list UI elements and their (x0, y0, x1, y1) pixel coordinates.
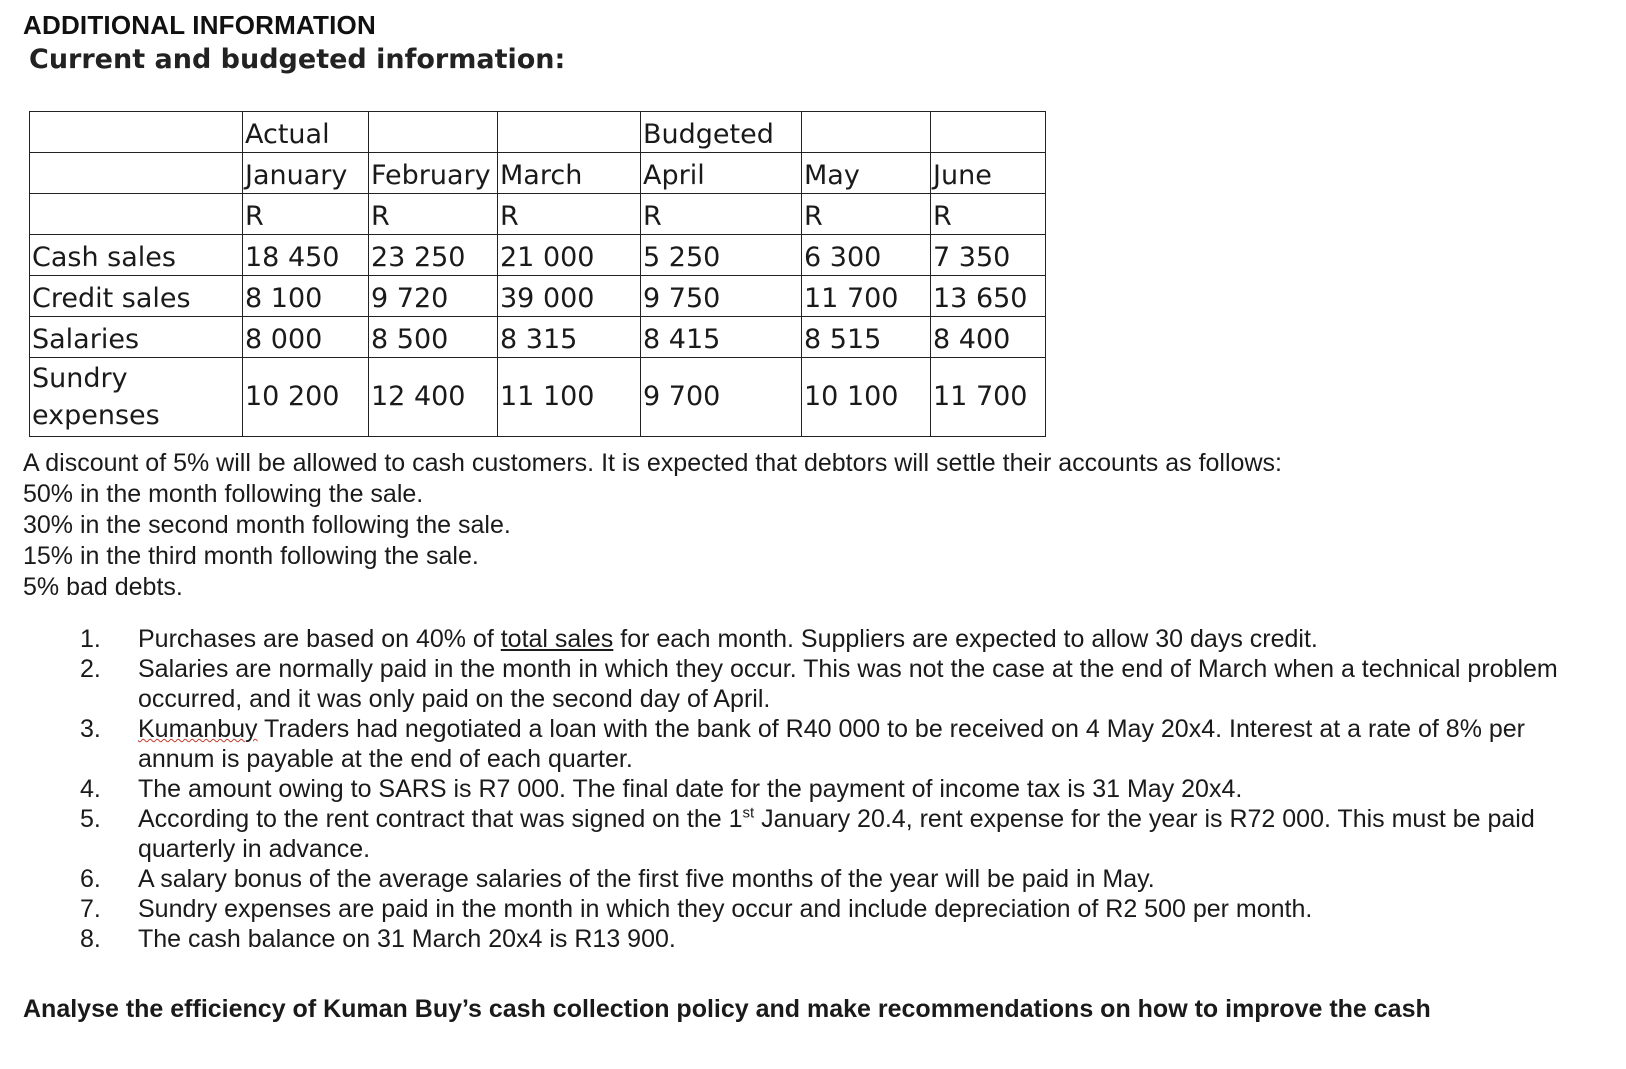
list-item (80, 894, 1560, 924)
table-cell (802, 112, 931, 153)
value-cell: 8 400 (931, 317, 1046, 358)
numbered-notes (80, 624, 1560, 954)
list-text: The cash balance on 31 March 20x4 is R13 900. (138, 925, 676, 953)
list-item (80, 804, 1560, 864)
value-cell: 11 700 (931, 358, 1046, 437)
value-cell: 10 200 (243, 358, 369, 437)
value-cell: 39 000 (498, 276, 641, 317)
value-cell: 8 415 (641, 317, 802, 358)
currency-cell: R (641, 194, 802, 235)
table-row (30, 153, 1046, 194)
value-cell: 23 250 (369, 235, 498, 276)
value-cell: 11 100 (498, 358, 641, 437)
value-cell: 9 750 (641, 276, 802, 317)
month-header: January (243, 153, 369, 194)
month-header: February (369, 153, 498, 194)
table-cell (498, 112, 641, 153)
paragraph: 15% in the third month following the sale. (23, 542, 479, 570)
text-run: According to the rent contract that was signed on the 1 (138, 805, 743, 833)
month-header: March (498, 153, 641, 194)
value-cell: 6 300 (802, 235, 931, 276)
value-cell: 8 100 (243, 276, 369, 317)
month-header: June (931, 153, 1046, 194)
currency-cell: R (498, 194, 641, 235)
list-number: 3. (80, 715, 101, 743)
table-row (30, 194, 1046, 235)
currency-cell: R (802, 194, 931, 235)
table-cell (30, 153, 243, 194)
text-run: Traders had negotiated a loan with the bank of R40 000 to be received on 4 May 20x4. Interest at a rate of 8% per annum is payable at the end of each quarter. (138, 715, 1525, 773)
row-label: Cash sales (30, 235, 243, 276)
list-text (138, 624, 1560, 654)
list-item (80, 714, 1560, 774)
month-header: April (641, 153, 802, 194)
month-header: May (802, 153, 931, 194)
table-row (30, 112, 1046, 153)
table-row (30, 235, 1046, 276)
header-actual: Actual (243, 112, 369, 153)
value-cell: 18 450 (243, 235, 369, 276)
list-text (138, 804, 1560, 864)
underlined-text: total sales (500, 625, 614, 653)
table-row (30, 276, 1046, 317)
value-cell: 9 720 (369, 276, 498, 317)
table-cell (369, 112, 498, 153)
list-text (138, 714, 1560, 774)
list-number: 4. (80, 775, 101, 803)
list-number: 6. (80, 865, 101, 893)
list-text: Sundry expenses are paid in the month in which they occur and include depreciation of R2 500 per month. (138, 895, 1313, 923)
row-label: Salaries (30, 317, 243, 358)
currency-cell: R (243, 194, 369, 235)
list-item (80, 774, 1560, 804)
budget-table (29, 111, 1046, 437)
table-row (30, 317, 1046, 358)
value-cell: 7 350 (931, 235, 1046, 276)
paragraph: 30% in the second month following the sale. (23, 511, 511, 539)
text-run: Purchases are based on 40% of (138, 625, 501, 653)
table-caption: Current and budgeted information: (29, 44, 566, 75)
value-cell: 8 000 (243, 317, 369, 358)
value-cell: 13 650 (931, 276, 1046, 317)
text-run: for each month. Suppliers are expected to allow 30 days credit. (613, 625, 1318, 653)
value-cell: 9 700 (641, 358, 802, 437)
list-text: Salaries are normally paid in the month in which they occur. This was not the case at the end of March when a technical problem occurred, and it was only paid on the second day of April. (138, 655, 1558, 713)
list-text: A salary bonus of the average salaries of the first five months of the year will be paid in May. (138, 865, 1155, 893)
table-cell (30, 112, 243, 153)
list-item (80, 924, 1560, 954)
paragraph: A discount of 5% will be allowed to cash customers. It is expected that debtors will settle their accounts as follows: (23, 449, 1282, 477)
table-cell (30, 194, 243, 235)
section-heading: ADDITIONAL INFORMATION (23, 10, 376, 40)
paragraph: 50% in the month following the sale. (23, 480, 424, 508)
list-item (80, 654, 1560, 714)
list-number: 5. (80, 805, 101, 833)
list-item (80, 864, 1560, 894)
row-label: Sundry expenses (30, 358, 243, 437)
header-budgeted: Budgeted (641, 112, 802, 153)
table-cell (931, 112, 1046, 153)
text-run: January 20.4, rent expense for the year is R72 000. This must be paid quarterly in advance. (138, 805, 1535, 863)
value-cell: 21 000 (498, 235, 641, 276)
value-cell: 8 500 (369, 317, 498, 358)
list-number: 2. (80, 655, 101, 683)
question-prompt: Analyse the efficiency of Kuman Buy’s cash collection policy and make recommendations on how to improve the cash (23, 995, 1431, 1023)
list-text: The amount owing to SARS is R7 000. The final date for the payment of income tax is 31 May 20x4. (138, 775, 1243, 803)
value-cell: 8 515 (802, 317, 931, 358)
currency-cell: R (369, 194, 498, 235)
list-number: 8. (80, 925, 101, 953)
paragraph: 5% bad debts. (23, 573, 183, 601)
list-number: 7. (80, 895, 101, 923)
ordinal-suffix: st (742, 804, 755, 822)
value-cell: 12 400 (369, 358, 498, 437)
list-item (80, 624, 1560, 654)
currency-cell: R (931, 194, 1046, 235)
row-label: Credit sales (30, 276, 243, 317)
collection-terms (23, 448, 1282, 603)
spellcheck-word: Kumanbuy (138, 715, 258, 743)
list-number: 1. (80, 625, 101, 653)
value-cell: 10 100 (802, 358, 931, 437)
value-cell: 8 315 (498, 317, 641, 358)
value-cell: 5 250 (641, 235, 802, 276)
table-row (30, 358, 1046, 437)
value-cell: 11 700 (802, 276, 931, 317)
